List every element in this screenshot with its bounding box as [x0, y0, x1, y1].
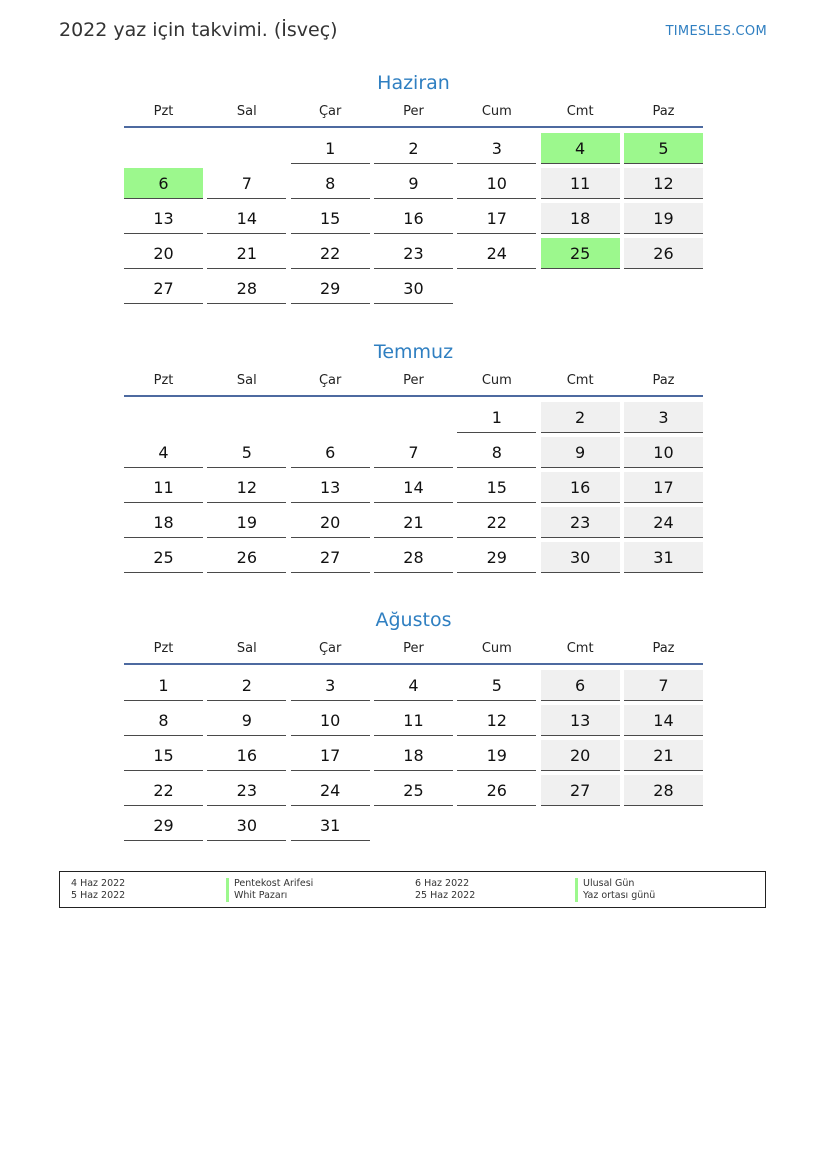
- weekday-header: [124, 636, 703, 661]
- day-cell: 8: [457, 437, 536, 468]
- day-cell: 18: [124, 507, 203, 538]
- day-grid: [124, 133, 703, 304]
- day-cell: 3: [291, 670, 370, 701]
- day-cell: 31: [291, 810, 370, 841]
- day-cell: 30: [207, 810, 286, 841]
- weekday-label: Sal: [236, 104, 257, 119]
- day-cell: 11: [374, 705, 453, 736]
- weekday-label: Paz: [652, 373, 675, 388]
- day-cell: 7: [624, 670, 703, 701]
- day-cell: 2: [374, 133, 453, 164]
- day-cell: 24: [624, 507, 703, 538]
- holiday-color-marker: [226, 878, 229, 902]
- weekday-label: Cum: [481, 641, 512, 656]
- day-cell: 29: [124, 810, 203, 841]
- day-cell: 6: [124, 168, 203, 199]
- holiday-color-marker: [575, 878, 578, 902]
- day-cell: 26: [207, 542, 286, 573]
- day-cell: 1: [457, 402, 536, 433]
- day-cell: 14: [624, 705, 703, 736]
- header-divider: [124, 663, 703, 665]
- day-cell: 22: [124, 775, 203, 806]
- day-cell: 17: [624, 472, 703, 503]
- day-cell: 24: [457, 238, 536, 269]
- day-cell: 18: [374, 740, 453, 771]
- day-cell: 13: [291, 472, 370, 503]
- day-cell: 4: [541, 133, 620, 164]
- day-cell: 8: [124, 705, 203, 736]
- empty-cell: [207, 133, 286, 164]
- weekday-label: Çar: [318, 373, 342, 388]
- day-cell: 21: [374, 507, 453, 538]
- legend-holiday-name: Pentekost Arifesi: [234, 878, 314, 889]
- day-cell: 8: [291, 168, 370, 199]
- day-cell: 27: [541, 775, 620, 806]
- day-cell: 27: [124, 273, 203, 304]
- weekday-label: Cum: [481, 104, 512, 119]
- day-cell: 12: [457, 705, 536, 736]
- empty-cell: [624, 810, 703, 841]
- empty-cell: [374, 402, 453, 433]
- weekday-header: [124, 99, 703, 124]
- brand-link[interactable]: TIMESLES.COM: [665, 24, 767, 39]
- day-cell: 10: [291, 705, 370, 736]
- day-cell: 19: [624, 203, 703, 234]
- day-cell: 14: [207, 203, 286, 234]
- day-cell: 4: [374, 670, 453, 701]
- day-cell: 9: [374, 168, 453, 199]
- weekday-label: Pzt: [153, 104, 174, 119]
- weekday-label: Çar: [318, 104, 342, 119]
- weekday-label: Cum: [481, 373, 512, 388]
- legend-holiday-name: Ulusal Gün: [583, 878, 635, 889]
- weekday-label: Paz: [652, 104, 675, 119]
- day-cell: 2: [207, 670, 286, 701]
- day-grid: [124, 402, 703, 573]
- day-cell: 15: [124, 740, 203, 771]
- day-cell: 13: [124, 203, 203, 234]
- day-cell: 12: [207, 472, 286, 503]
- day-cell: 18: [541, 203, 620, 234]
- day-cell: 21: [207, 238, 286, 269]
- day-cell: 19: [457, 740, 536, 771]
- header-divider: [124, 126, 703, 128]
- legend-names-left: [234, 878, 313, 902]
- empty-cell: [291, 402, 370, 433]
- day-cell: 15: [291, 203, 370, 234]
- day-cell: 7: [374, 437, 453, 468]
- day-cell: 11: [124, 472, 203, 503]
- day-cell: 28: [624, 775, 703, 806]
- holiday-legend: [59, 871, 766, 908]
- day-cell: 6: [541, 670, 620, 701]
- day-cell: 3: [457, 133, 536, 164]
- legend-date: 6 Haz 2022: [415, 878, 470, 889]
- day-cell: 17: [291, 740, 370, 771]
- day-cell: 14: [374, 472, 453, 503]
- day-cell: 4: [124, 437, 203, 468]
- day-cell: 28: [207, 273, 286, 304]
- legend-dates-right: [415, 878, 475, 902]
- legend-date: 25 Haz 2022: [415, 890, 476, 901]
- month-july: [124, 337, 703, 573]
- day-cell: 7: [207, 168, 286, 199]
- weekday-label: Cmt: [566, 641, 594, 656]
- day-cell: 3: [624, 402, 703, 433]
- day-cell: 23: [207, 775, 286, 806]
- empty-cell: [457, 810, 536, 841]
- legend-holiday-name: Whit Pazarı: [234, 890, 288, 901]
- day-cell: 11: [541, 168, 620, 199]
- weekday-label: Cmt: [566, 373, 594, 388]
- day-cell: 19: [207, 507, 286, 538]
- weekday-label: Sal: [236, 641, 257, 656]
- day-cell: 30: [541, 542, 620, 573]
- day-cell: 28: [374, 542, 453, 573]
- day-grid: [124, 670, 703, 841]
- weekday-label: Sal: [236, 373, 257, 388]
- day-cell: 25: [541, 238, 620, 269]
- legend-date: 5 Haz 2022: [71, 890, 126, 901]
- weekday-header: [124, 368, 703, 393]
- day-cell: 20: [291, 507, 370, 538]
- month-name: Ağustos: [375, 609, 452, 631]
- day-cell: 9: [541, 437, 620, 468]
- day-cell: 23: [541, 507, 620, 538]
- day-cell: 10: [457, 168, 536, 199]
- legend-dates-left: [71, 878, 125, 902]
- empty-cell: [541, 810, 620, 841]
- day-cell: 5: [457, 670, 536, 701]
- legend-date: 4 Haz 2022: [71, 878, 126, 889]
- day-cell: 27: [291, 542, 370, 573]
- day-cell: 22: [291, 238, 370, 269]
- day-cell: 20: [124, 238, 203, 269]
- day-cell: 23: [374, 238, 453, 269]
- day-cell: 20: [541, 740, 620, 771]
- weekday-label: Pzt: [153, 373, 174, 388]
- weekday-label: Per: [403, 104, 424, 119]
- day-cell: 17: [457, 203, 536, 234]
- empty-cell: [457, 273, 536, 304]
- header-divider: [124, 395, 703, 397]
- day-cell: 1: [291, 133, 370, 164]
- day-cell: 26: [457, 775, 536, 806]
- weekday-label: Per: [403, 641, 424, 656]
- day-cell: 29: [457, 542, 536, 573]
- empty-cell: [374, 810, 453, 841]
- weekday-label: Pzt: [153, 641, 174, 656]
- day-cell: 16: [374, 203, 453, 234]
- day-cell: 21: [624, 740, 703, 771]
- day-cell: 29: [291, 273, 370, 304]
- empty-cell: [124, 402, 203, 433]
- day-cell: 24: [291, 775, 370, 806]
- legend-holiday-name: Yaz ortası günü: [583, 890, 656, 901]
- day-cell: 5: [207, 437, 286, 468]
- day-cell: 9: [207, 705, 286, 736]
- weekday-label: Cmt: [566, 104, 594, 119]
- legend-names-right: [583, 878, 655, 902]
- empty-cell: [124, 133, 203, 164]
- day-cell: 13: [541, 705, 620, 736]
- month-name: Temmuz: [373, 341, 454, 363]
- day-cell: 25: [374, 775, 453, 806]
- day-cell: 25: [124, 542, 203, 573]
- month-name: Haziran: [377, 72, 450, 94]
- day-cell: 2: [541, 402, 620, 433]
- day-cell: 12: [624, 168, 703, 199]
- day-cell: 22: [457, 507, 536, 538]
- weekday-label: Çar: [318, 641, 342, 656]
- page-title: 2022 yaz için takvimi. (İsveç): [59, 19, 338, 41]
- empty-cell: [624, 273, 703, 304]
- day-cell: 6: [291, 437, 370, 468]
- weekday-label: Per: [403, 373, 424, 388]
- day-cell: 30: [374, 273, 453, 304]
- month-june: [124, 68, 703, 304]
- day-cell: 31: [624, 542, 703, 573]
- day-cell: 16: [541, 472, 620, 503]
- empty-cell: [207, 402, 286, 433]
- month-august: [124, 605, 703, 841]
- empty-cell: [541, 273, 620, 304]
- day-cell: 1: [124, 670, 203, 701]
- day-cell: 10: [624, 437, 703, 468]
- weekday-label: Paz: [652, 641, 675, 656]
- day-cell: 5: [624, 133, 703, 164]
- day-cell: 16: [207, 740, 286, 771]
- day-cell: 15: [457, 472, 536, 503]
- day-cell: 26: [624, 238, 703, 269]
